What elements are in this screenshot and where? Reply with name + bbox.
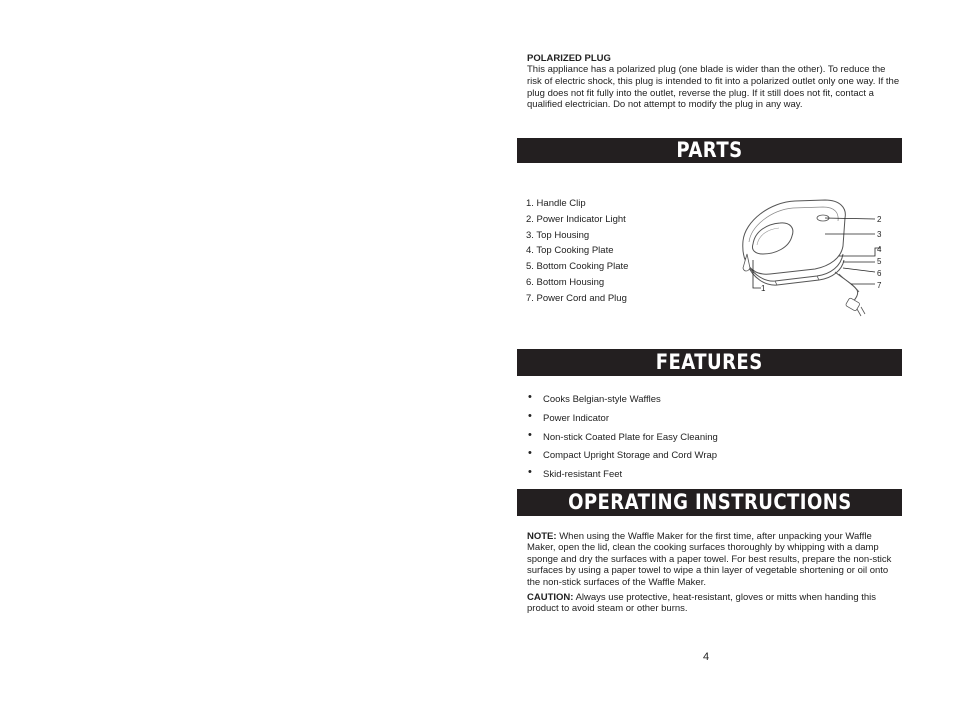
caution-text: Always use protective, heat-resistant, gloves or mitts when handing this product to avoid steam or other burns. — [527, 592, 877, 615]
parts-list-item: 5. Bottom Cooking Plate — [526, 261, 629, 273]
feature-item — [528, 447, 718, 466]
note-paragraph — [527, 531, 902, 588]
feature-text: Compact Upright Storage and Cord Wrap — [543, 450, 718, 462]
feature-item — [528, 410, 718, 429]
parts-list-item: 2. Power Indicator Light — [526, 213, 626, 225]
bullet-icon: • — [528, 447, 532, 460]
polarized-plug-title: POLARIZED PLUG — [527, 53, 611, 64]
note-label: NOTE: — [527, 531, 557, 542]
note-text: When using the Waffle Maker for the first time, after unpacking your Waffle Maker, open the lid, clean the cooking surfaces thoroughly by whipping with a damp sponge and dry the surfaces with a paper towel. For best results, prepare the non-stick surfaces by using a paper towel to wipe a thin layer of vegetable shortening or oil onto the non-stick surfaces of the Waffle Maker. — [527, 531, 892, 588]
callout-5: 5 — [877, 257, 882, 266]
features-heading-banner — [517, 349, 902, 376]
features-heading: FEATURES — [656, 350, 763, 374]
parts-list-item: 7. Power Cord and Plug — [526, 292, 627, 304]
parts-list-item: 1. Handle Clip — [526, 198, 586, 209]
bullet-icon: • — [528, 391, 532, 403]
bullet-icon: • — [528, 409, 532, 422]
feature-item — [528, 429, 718, 448]
callout-4: 4 — [877, 245, 882, 254]
features-list — [528, 391, 718, 485]
feature-text: Power Indicator — [543, 412, 610, 424]
parts-heading-banner — [517, 138, 902, 163]
callout-2: 2 — [877, 215, 882, 224]
operating-instructions-heading-banner — [517, 489, 902, 516]
parts-list-item: 4. Top Cooking Plate — [526, 245, 614, 257]
operating-instructions-heading: OPERATING INSTRUCTIONS — [567, 490, 852, 514]
waffle-maker-illustration — [735, 196, 895, 326]
feature-item — [528, 391, 718, 410]
feature-text: Cooks Belgian-style Waffles — [543, 394, 661, 405]
callout-3: 3 — [877, 230, 882, 239]
bullet-icon: • — [528, 466, 532, 479]
parts-list-item: 6. Bottom Housing — [526, 276, 605, 288]
page-number: 4 — [703, 651, 710, 663]
bullet-icon: • — [528, 428, 532, 441]
feature-text: Non-stick Coated Plate for Easy Cleaning — [543, 431, 718, 443]
caution-label: CAUTION: — [527, 592, 574, 603]
feature-item — [528, 466, 718, 485]
parts-heading: PARTS — [676, 138, 743, 162]
polarized-plug-text: This appliance has a polarized plug (one blade is wider than the other). To reduce the risk of electric shock, this plug is intended to fit into a polarized outlet only one way. If the plug does not fit fully into the outlet, reverse the plug. If it still does not fit, contact a qualified electrician. Do not attempt to modify the plug in any way. — [527, 64, 900, 111]
parts-list — [526, 196, 628, 307]
feature-text: Skid-resistant Feet — [543, 469, 623, 481]
callout-6: 6 — [877, 269, 882, 278]
callout-7: 7 — [877, 281, 882, 290]
parts-list-item: 3. Top Housing — [526, 229, 590, 241]
caution-paragraph — [527, 592, 902, 615]
callout-1: 1 — [761, 284, 766, 293]
waffle-maker-diagram — [735, 196, 895, 331]
